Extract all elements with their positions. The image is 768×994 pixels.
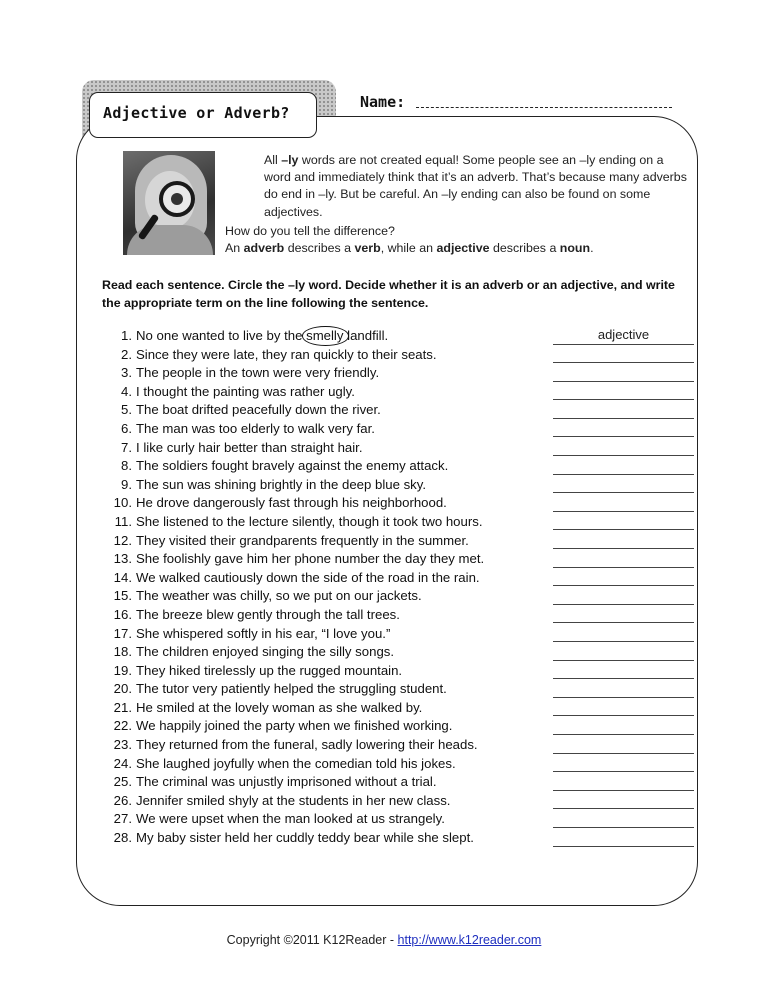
sentence-item bbox=[112, 513, 702, 532]
answer-line[interactable] bbox=[553, 476, 694, 494]
sentence-item bbox=[112, 569, 702, 588]
sentence-number: 28. bbox=[113, 830, 132, 846]
sentence-number: 5. bbox=[121, 402, 132, 418]
sentence-number: 17. bbox=[113, 625, 132, 641]
girl-with-magnifying-glass-photo bbox=[123, 151, 215, 255]
sentence-number: 24. bbox=[113, 755, 132, 771]
sentence-item bbox=[112, 383, 702, 402]
answer-line[interactable] bbox=[553, 494, 694, 512]
sentence-item bbox=[112, 401, 702, 420]
sentence-text: We were upset when the man looked at us strangely. bbox=[136, 811, 445, 827]
term-adjective: adjective bbox=[436, 241, 490, 256]
answer-line[interactable] bbox=[553, 736, 694, 754]
sentence-number: 25. bbox=[113, 774, 132, 790]
sentence-number: 4. bbox=[121, 383, 132, 399]
sentence-item bbox=[112, 346, 702, 365]
sentence-item bbox=[112, 457, 702, 476]
answer-line[interactable] bbox=[553, 829, 694, 847]
answer-line[interactable] bbox=[553, 550, 694, 568]
page-title: Adjective or Adverb? bbox=[103, 104, 290, 122]
sentence-text: The tutor very patiently helped the struggling student. bbox=[136, 681, 447, 697]
sentence-text: The children enjoyed singing the silly songs. bbox=[136, 644, 395, 660]
sentence-text: Jennifer smiled shyly at the students in her new class. bbox=[136, 792, 451, 808]
sentence-text: The breeze blew gently through the tall trees. bbox=[136, 606, 400, 622]
answer-line[interactable] bbox=[553, 680, 694, 698]
sentence-number: 7. bbox=[121, 439, 132, 455]
sentence-item bbox=[112, 439, 702, 458]
answer-line[interactable] bbox=[553, 810, 694, 828]
sentence-text: I thought the painting was rather ugly. bbox=[136, 383, 355, 399]
copyright-text: Copyright ©2011 K12Reader - bbox=[226, 933, 398, 947]
sentence-number: 10. bbox=[113, 495, 132, 511]
sentence-number: 6. bbox=[121, 420, 132, 436]
sentence-number: 20. bbox=[113, 681, 132, 697]
intro-question: How do you tell the difference? bbox=[225, 223, 395, 238]
sentence-text: The sun was shining brightly in the deep blue sky. bbox=[136, 476, 427, 492]
name-label: Name: bbox=[360, 93, 406, 111]
sentence-number: 12. bbox=[113, 532, 132, 548]
footer bbox=[0, 933, 768, 947]
term-verb: verb bbox=[354, 241, 381, 256]
answer-line[interactable] bbox=[553, 755, 694, 773]
sentence-item bbox=[112, 364, 702, 383]
answer-line[interactable] bbox=[553, 532, 694, 550]
intro-text-part: words are not created equal! Some people see an –ly ending on a word and immediately think that it’s an adverb. That’s because many adverbs do end in –ly. But be careful. An –ly ending can also be found on some adjectives. bbox=[264, 153, 687, 219]
sentence-item bbox=[112, 717, 702, 736]
sentence-item bbox=[112, 532, 702, 551]
answer-line[interactable] bbox=[553, 662, 694, 680]
sentence-text: The people in the town were very friendly. bbox=[136, 365, 380, 381]
sentence-text: She laughed joyfully when the comedian told his jokes. bbox=[136, 755, 456, 771]
intro-text-part: All bbox=[264, 153, 282, 167]
sentence-item bbox=[112, 476, 702, 495]
intro-rule: An adverb describes a verb, while an adjective describes a noun. bbox=[225, 241, 594, 256]
answer-line[interactable] bbox=[553, 346, 694, 364]
answer-line[interactable] bbox=[553, 457, 694, 475]
sentence-item bbox=[112, 587, 702, 606]
sentence-number: 9. bbox=[121, 476, 132, 492]
instructions: Read each sentence. Circle the –ly word. Decide whether it is an adverb or an adjective, and write the appropriate term on the line following the sentence. bbox=[102, 278, 675, 310]
answer-line[interactable] bbox=[553, 625, 694, 643]
sentence-item bbox=[112, 643, 702, 662]
term-adverb: adverb bbox=[243, 241, 285, 256]
sentence-number: 22. bbox=[113, 718, 132, 734]
sentence-item bbox=[112, 327, 702, 346]
sentence-number: 23. bbox=[113, 737, 132, 753]
sentence-item bbox=[112, 680, 702, 699]
sentence-number: 18. bbox=[113, 644, 132, 660]
sentence-list bbox=[112, 327, 702, 848]
footer-link[interactable]: http://www.k12reader.com bbox=[397, 933, 542, 947]
answer-line[interactable] bbox=[553, 643, 694, 661]
answer-line[interactable] bbox=[553, 569, 694, 587]
sentence-number: 11. bbox=[114, 513, 132, 529]
sentence-item bbox=[112, 699, 702, 718]
term-noun: noun bbox=[559, 241, 591, 256]
sentence-text: The soldiers fought bravely against the enemy attack. bbox=[136, 458, 449, 474]
sentence-number: 2. bbox=[121, 346, 132, 362]
example-answer[interactable]: adjective bbox=[553, 327, 694, 345]
sentence-text: We walked cautiously down the side of the road in the rain. bbox=[136, 569, 480, 585]
sentence-text: She foolishly gave him her phone number the day they met. bbox=[136, 551, 485, 567]
sentence-item bbox=[112, 494, 702, 513]
sentence-item bbox=[112, 606, 702, 625]
answer-line[interactable] bbox=[553, 513, 694, 531]
sentence-number: 19. bbox=[113, 662, 132, 678]
sentence-number: 3. bbox=[121, 365, 132, 381]
answer-line[interactable] bbox=[553, 587, 694, 605]
sentence-text: She listened to the lecture silently, though it took two hours. bbox=[136, 513, 483, 529]
sentence-text: She whispered softly in his ear, “I love you.” bbox=[136, 625, 391, 641]
sentence-text: My baby sister held her cuddly teddy bear while she slept. bbox=[136, 830, 474, 846]
sentence-number: 27. bbox=[113, 811, 132, 827]
sentence-number: 21. bbox=[113, 699, 132, 715]
sentence-item bbox=[112, 662, 702, 681]
example-text: landfill. bbox=[343, 328, 389, 343]
sentence-text: We happily joined the party when we finished working. bbox=[136, 718, 453, 734]
sentence-text: They visited their grandparents frequently in the summer. bbox=[136, 532, 469, 548]
sentence-text: The man was too elderly to walk very far. bbox=[136, 420, 375, 436]
sentence-item bbox=[112, 829, 702, 848]
answer-line[interactable] bbox=[553, 792, 694, 810]
sentence-text: Since they were late, they ran quickly to their seats. bbox=[136, 346, 437, 362]
sentence-item bbox=[112, 810, 702, 829]
sentence-text: They returned from the funeral, sadly lowering their heads. bbox=[136, 737, 478, 753]
sentence-text: The boat drifted peacefully down the river. bbox=[136, 402, 381, 418]
sentence-text: The weather was chilly, so we put on our jackets. bbox=[136, 588, 422, 604]
sentence-item bbox=[112, 625, 702, 644]
answer-line[interactable] bbox=[553, 364, 694, 382]
sentence-item bbox=[112, 755, 702, 774]
sentence-number: 13. bbox=[113, 551, 132, 567]
sentence-number: 16. bbox=[113, 606, 132, 622]
sentence-item bbox=[112, 550, 702, 569]
example-text: No one wanted to live by the bbox=[136, 328, 307, 343]
sentence-text: They hiked tirelessly up the rugged mountain. bbox=[136, 662, 403, 678]
sentence-item bbox=[112, 773, 702, 792]
circled-word: smelly bbox=[306, 327, 343, 346]
sentence-number: 8. bbox=[121, 458, 132, 474]
sentence-text: He drove dangerously fast through his neighborhood. bbox=[136, 495, 447, 511]
answer-line[interactable] bbox=[553, 606, 694, 624]
answer-line[interactable] bbox=[553, 401, 694, 419]
sentence-item bbox=[112, 736, 702, 755]
answer-line[interactable] bbox=[553, 420, 694, 438]
sentence-text: He smiled at the lovely woman as she walked by. bbox=[136, 699, 423, 715]
answer-line[interactable] bbox=[553, 717, 694, 735]
sentence-number: 1. bbox=[121, 328, 132, 343]
sentence-text: The criminal was unjustly imprisoned without a trial. bbox=[136, 774, 437, 790]
answer-line[interactable] bbox=[553, 773, 694, 791]
answer-line[interactable] bbox=[553, 699, 694, 717]
name-field-line[interactable] bbox=[416, 107, 672, 108]
answer-line[interactable] bbox=[553, 439, 694, 457]
sentence-number: 15. bbox=[113, 588, 132, 604]
sentence-number: 14. bbox=[113, 569, 132, 585]
intro-text bbox=[225, 152, 690, 257]
sentence-text: I like curly hair better than straight hair. bbox=[136, 439, 363, 455]
intro-ly-emphasis: –ly bbox=[281, 153, 299, 167]
sentence-item bbox=[112, 792, 702, 811]
sentence-item bbox=[112, 420, 702, 439]
answer-line[interactable] bbox=[553, 383, 694, 401]
sentence-number: 26. bbox=[113, 792, 132, 808]
